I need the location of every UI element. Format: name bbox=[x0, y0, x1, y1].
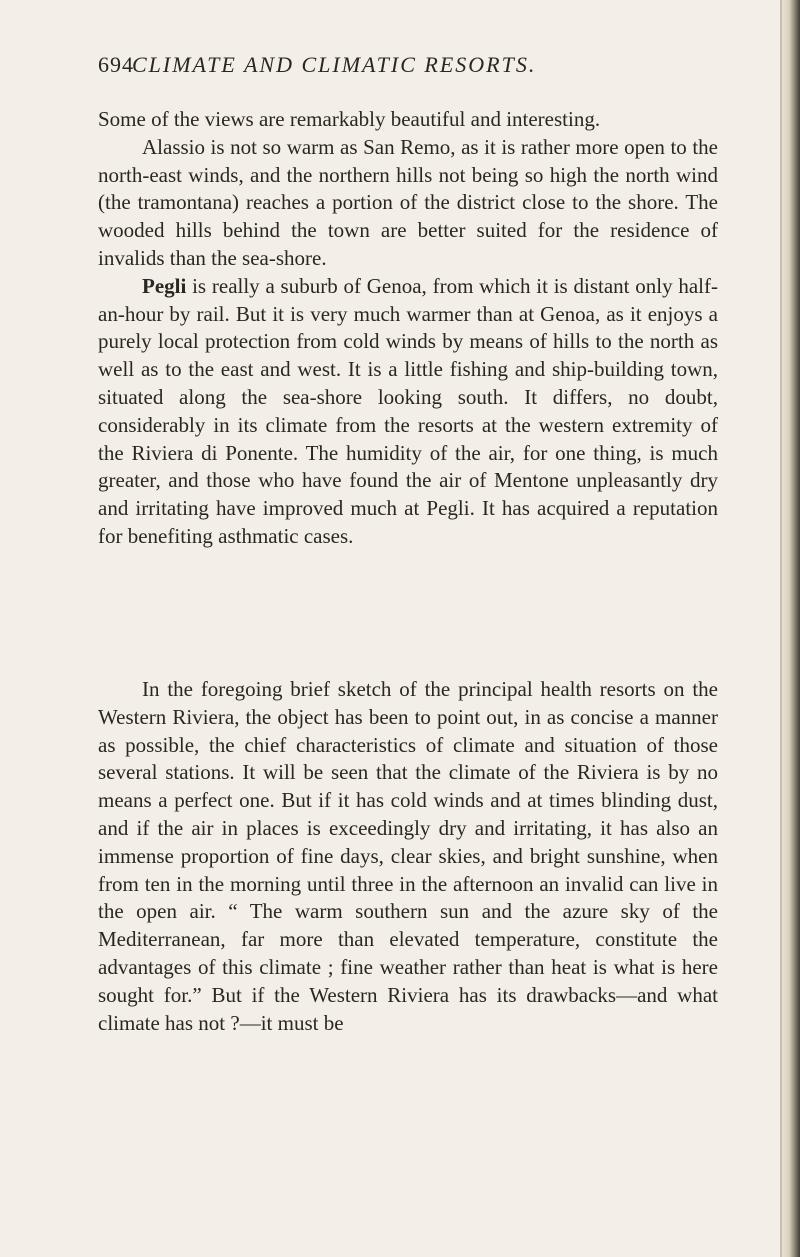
paragraph-views: Some of the views are remarkably beautiful and interesting. bbox=[98, 107, 601, 131]
paragraph-summary: In the foregoing brief sketch of the principal health resorts on the Western Riviera, the object has been to point out, in as concise a manner as possible, the chief characteristics of climate and situation of those several stations. It will be seen that the climate of the Riviera is by no means a perfect one. But if it has cold winds and at times blinding dust, and if the air in places is exceedingly dry and irritating, it has also an immense proportion of fine days, clear skies, and bright sunshine, when from ten in the morning until three in the afternoon an invalid can live in the open air. “ The warm southern sun and the azure sky of the Mediterranean, far more than elevated temperature, constitute the advantages of this climate ; fine weather rather than heat is what is here sought for.” But if the Western Riviera has its drawbacks—and what climate has not ?—it must be bbox=[98, 677, 718, 1035]
text-section-summary bbox=[98, 676, 718, 1037]
page-binding-edge bbox=[782, 0, 800, 1257]
term-pegli: Pegli bbox=[142, 273, 187, 298]
running-title: CLIMATE AND CLIMATIC RESORTS. bbox=[132, 52, 537, 77]
paragraph-pegli bbox=[98, 273, 718, 551]
paragraph-alassio: Alassio is not so warm as San Remo, as it is rather more open to the north-east winds, and the northern hills not being so high the north wind (the tramontana) reaches a portion of the district close to the shore. The wooded hills behind the town are better suited for the residence of invalids than the sea-shore. bbox=[98, 134, 718, 270]
page-number: 694 bbox=[98, 52, 134, 77]
text-section-resorts bbox=[98, 106, 718, 551]
paragraph-pegli-body: is really a suburb of Genoa, from which it is distant only half-an-hour by rail. But it is very much warmer than at Genoa, as it enjoys a purely local protection from cold winds by means of hills to the north as well as to the east and west. It is a little fishing and ship-building town, situated along the sea-shore looking south. It differs, no doubt, considerably in its climate from the resorts at the western extremity of the Riviera di Ponente. The humidity of the air, for one thing, is much greater, and those who have found the air of Mentone unpleasantly dry and irritating have improved much at Pegli. It has acquired a reputation for benefiting asthmatic cases. bbox=[98, 273, 718, 548]
running-header bbox=[98, 52, 658, 82]
